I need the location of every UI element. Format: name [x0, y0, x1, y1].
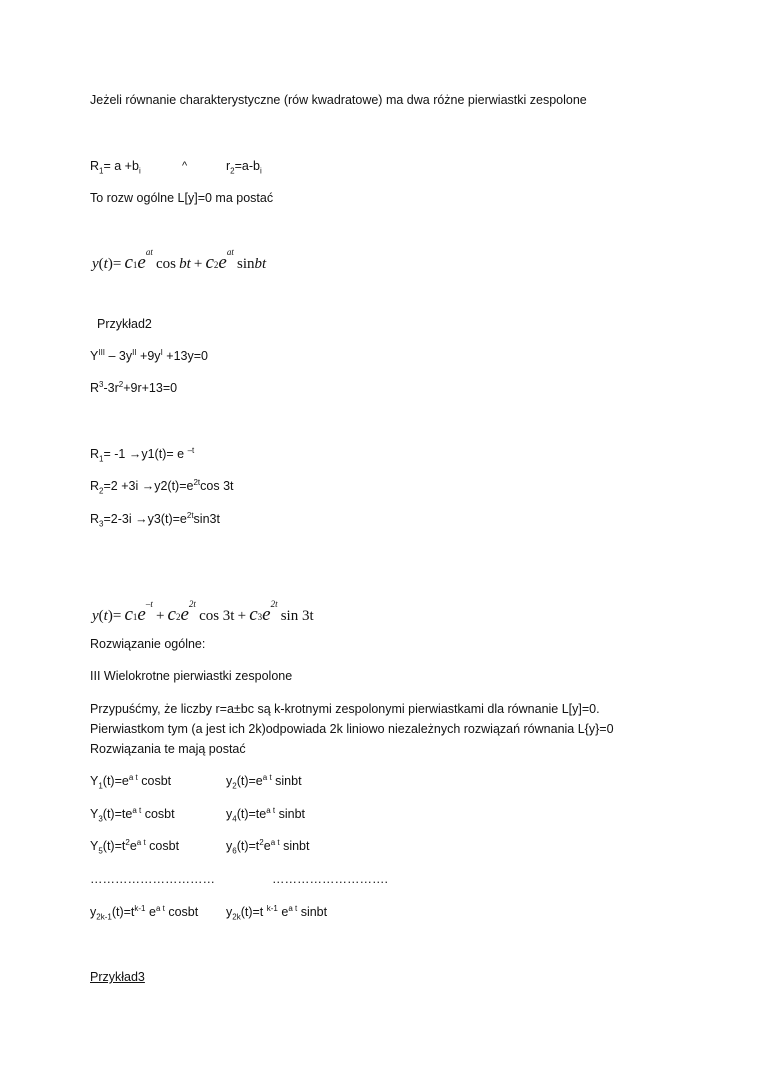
- root-2: $R_2=2 +3i \to y2(t)=e^{2t}\cos$ 3t: [90, 477, 234, 496]
- solution-row-3: $Y_5(t)=t^2e^{a t}$ cosbt $y_6(t)=t^2e^{a t}$ sinbt: [90, 837, 310, 856]
- example-2-title: Przykład2: [97, 317, 152, 331]
- root-3: $R_3=2-3i \to y3(t)=e^{2t}\sin 3t$: [90, 510, 220, 529]
- dots-row: ………………………… ……………………….: [90, 872, 388, 886]
- paragraph-line-3: Rozwiązania te mają postać: [90, 742, 246, 756]
- solution-row-2: $Y_3(t)=te^{a t}$ cosbt $y_4(t)=te^{a t}$ sinbt: [90, 805, 306, 824]
- solution-row-1: $Y_1(t)=e^{a t}$ cosbt $y_2(t)=e^{a t}$ sinbt: [90, 772, 302, 791]
- arrow-icon: →: [135, 512, 148, 526]
- characteristic-equation: $R^3-3r^2+9r+13=0$: [90, 379, 178, 395]
- general-solution-label: Rozwiązanie ogólne:: [90, 637, 206, 651]
- formula-1: $y(t)= c1e^{at}$ cos bt + $c2e^{at}$ sinbt: [92, 247, 267, 273]
- paragraph-line-1: Przypuśćmy, że liczby r=a±bc są k-krotnymi zespolonymi pierwiastkami dla równanie L[y]=0.: [90, 702, 600, 716]
- arrow-icon: →: [128, 447, 142, 461]
- section-iii-heading: III Wielokrotne pierwiastki zespolone: [90, 669, 293, 683]
- ode-equation: $Y^{III} - 3y^{II} +9y^I +13y=0$: [90, 347, 208, 363]
- wedge-symbol: ^: [182, 160, 188, 172]
- root-1: $R_1= -1 \to y1(t)= e$ $^{-t}$: [90, 445, 195, 464]
- roots-line: $R_1= a +b_i$ ^ $r_2=a-b_i$: [90, 159, 262, 176]
- solution-row-last: $y_{2k-1}(t)=t^{k-1}$ $e^{a t}$ cosbt $y_{2k}(t)=t$ $^{k-1}$ $e^{a t}$ sinbt: [90, 903, 328, 922]
- arrow-icon: →: [141, 479, 155, 493]
- paragraph-line-2: Pierwiastkom tym (a jest ich 2k)odpowiada 2k liniowo niezależnych rozwiązań równania L{y}=0: [90, 722, 614, 736]
- formula-2: $y(t)= c1e^{-t} + c2e^{2t}$ $\cos 3t + c3e^{2t}$ sin 3t: [92, 599, 314, 625]
- general-form-intro: To rozw ogólne L[y]=0 ma postać: [90, 191, 274, 205]
- intro-text: Jeżeli równanie charakterystyczne (rów kwadratowe) ma dwa różne pierwiastki zespolone: [90, 93, 587, 107]
- example-3-title: Przykład3: [90, 970, 145, 984]
